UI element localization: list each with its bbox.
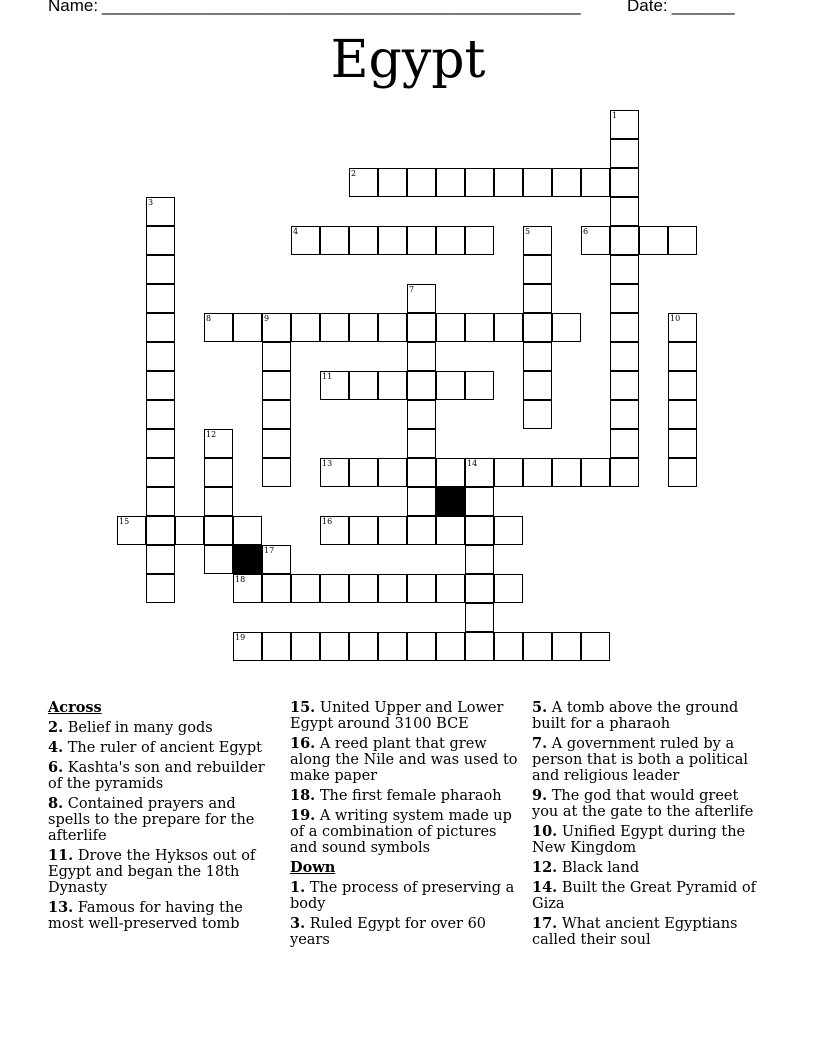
clue-number: 13 bbox=[322, 459, 333, 468]
clue-number-label: 3. bbox=[290, 915, 306, 932]
grid-cell[interactable] bbox=[146, 342, 175, 371]
grid-cell[interactable] bbox=[146, 284, 175, 313]
across-heading: Across bbox=[48, 699, 102, 716]
name-label: Name: bbox=[48, 0, 99, 15]
clue-text: The ruler of ancient Egypt bbox=[63, 740, 262, 756]
clue-number-label: 5. bbox=[532, 699, 548, 716]
grid-cell[interactable] bbox=[494, 168, 523, 197]
grid-cell[interactable] bbox=[146, 313, 175, 342]
grid-cell[interactable] bbox=[407, 429, 436, 458]
grid-cell[interactable] bbox=[581, 168, 610, 197]
grid-cell[interactable] bbox=[436, 371, 465, 400]
grid-cell[interactable] bbox=[610, 197, 639, 226]
clue-number: 11 bbox=[322, 372, 333, 381]
grid-cell[interactable] bbox=[146, 255, 175, 284]
grid-cell[interactable] bbox=[465, 545, 494, 574]
clue-number: 2 bbox=[351, 169, 357, 178]
clue-text: What ancient Egyptians called their soul bbox=[532, 916, 738, 948]
clue-text: Drove the Hyksos out of Egypt and began the 18th Dynasty bbox=[48, 848, 256, 896]
grid-cell[interactable] bbox=[436, 226, 465, 255]
grid-cell[interactable] bbox=[465, 226, 494, 255]
clue-text: A reed plant that grew along the Nile and was used to make paper bbox=[290, 736, 518, 784]
grid-cell[interactable] bbox=[146, 400, 175, 429]
grid-cell[interactable] bbox=[349, 458, 378, 487]
grid-cell[interactable] bbox=[233, 313, 262, 342]
grid-cell[interactable] bbox=[146, 574, 175, 603]
grid-cell[interactable] bbox=[523, 255, 552, 284]
grid-cell[interactable] bbox=[320, 632, 349, 661]
clues-column-1 bbox=[48, 700, 273, 936]
date-field[interactable]: _______ bbox=[672, 0, 734, 15]
clue-text: A government ruled by a person that is both a political and religious leader bbox=[532, 736, 749, 784]
grid-cell[interactable] bbox=[494, 313, 523, 342]
clue-number-label: 7. bbox=[532, 735, 548, 752]
grid-cell[interactable] bbox=[465, 516, 494, 545]
clue-number: 18 bbox=[235, 575, 246, 584]
grid-cell[interactable] bbox=[291, 632, 320, 661]
down-clue bbox=[290, 880, 525, 912]
grid-cell[interactable] bbox=[407, 342, 436, 371]
grid-cell[interactable] bbox=[552, 168, 581, 197]
clue-text: The process of preserving a body bbox=[290, 880, 515, 912]
grid-cell[interactable] bbox=[610, 284, 639, 313]
grid-cell[interactable] bbox=[146, 226, 175, 255]
clue-text: Belief in many gods bbox=[63, 720, 213, 736]
grid-cell[interactable] bbox=[465, 487, 494, 516]
grid-cell[interactable] bbox=[407, 458, 436, 487]
clue-text: A writing system made up of a combination of pictures and sound symbols bbox=[290, 808, 512, 856]
grid-cell[interactable] bbox=[581, 458, 610, 487]
grid-cell[interactable] bbox=[262, 574, 291, 603]
grid-cell[interactable] bbox=[349, 371, 378, 400]
clue-number-label: 17. bbox=[532, 915, 558, 932]
across-clue bbox=[290, 700, 525, 732]
grid-cell[interactable] bbox=[349, 313, 378, 342]
grid-cell[interactable] bbox=[668, 429, 697, 458]
grid-cell[interactable] bbox=[668, 342, 697, 371]
grid-cell[interactable] bbox=[668, 226, 697, 255]
grid-cell[interactable] bbox=[465, 574, 494, 603]
grid-cell[interactable] bbox=[610, 400, 639, 429]
date-label: Date: bbox=[627, 0, 668, 15]
grid-cell[interactable] bbox=[610, 342, 639, 371]
grid-cell[interactable] bbox=[320, 226, 349, 255]
grid-cell[interactable] bbox=[523, 458, 552, 487]
grid-cell[interactable] bbox=[262, 371, 291, 400]
grid-cell[interactable] bbox=[610, 168, 639, 197]
grid-cell[interactable] bbox=[349, 226, 378, 255]
clues-column-3 bbox=[532, 700, 762, 952]
across-clue bbox=[290, 808, 525, 856]
grid-cell[interactable] bbox=[494, 632, 523, 661]
grid-cell[interactable] bbox=[349, 516, 378, 545]
clue-number: 3 bbox=[148, 198, 154, 207]
grid-cell[interactable] bbox=[407, 371, 436, 400]
down-clue bbox=[532, 736, 762, 784]
grid-cell[interactable] bbox=[378, 226, 407, 255]
grid-cell[interactable] bbox=[407, 226, 436, 255]
grid-cell[interactable] bbox=[523, 168, 552, 197]
clue-number-label: 15. bbox=[290, 699, 316, 716]
grid-cell[interactable] bbox=[204, 516, 233, 545]
down-clue bbox=[290, 916, 525, 948]
clue-number-label: 10. bbox=[532, 823, 558, 840]
grid-cell[interactable] bbox=[407, 632, 436, 661]
grid-cell[interactable] bbox=[610, 313, 639, 342]
grid-cell[interactable] bbox=[378, 516, 407, 545]
grid-cell[interactable] bbox=[523, 342, 552, 371]
black-cell bbox=[233, 545, 262, 574]
clue-number: 15 bbox=[119, 517, 130, 526]
grid-cell[interactable] bbox=[320, 313, 349, 342]
grid-cell[interactable] bbox=[436, 313, 465, 342]
across-clue bbox=[290, 736, 525, 784]
grid-cell[interactable] bbox=[668, 371, 697, 400]
clue-text: Kashta's son and rebuilder of the pyramids bbox=[48, 760, 265, 792]
grid-cell[interactable] bbox=[175, 516, 204, 545]
grid-cell[interactable] bbox=[378, 168, 407, 197]
grid-cell[interactable] bbox=[552, 313, 581, 342]
grid-cell[interactable] bbox=[581, 632, 610, 661]
grid-cell[interactable] bbox=[494, 458, 523, 487]
grid-cell[interactable] bbox=[436, 168, 465, 197]
clue-number-label: 8. bbox=[48, 795, 64, 812]
down-heading: Down bbox=[290, 859, 336, 876]
grid-cell[interactable] bbox=[146, 458, 175, 487]
grid-cell[interactable] bbox=[523, 632, 552, 661]
grid-cell[interactable] bbox=[668, 400, 697, 429]
grid-cell[interactable] bbox=[262, 342, 291, 371]
down-clue bbox=[532, 700, 762, 732]
clue-number-label: 12. bbox=[532, 859, 558, 876]
grid-cell[interactable] bbox=[523, 400, 552, 429]
grid-cell[interactable] bbox=[407, 516, 436, 545]
grid-cell[interactable] bbox=[523, 313, 552, 342]
grid-cell[interactable] bbox=[291, 313, 320, 342]
clue-number-label: 11. bbox=[48, 847, 74, 864]
across-clue bbox=[48, 740, 273, 756]
clue-number-label: 14. bbox=[532, 879, 558, 896]
grid-cell[interactable] bbox=[349, 632, 378, 661]
grid-cell[interactable] bbox=[523, 284, 552, 313]
grid-cell[interactable] bbox=[465, 313, 494, 342]
clue-number: 1 bbox=[612, 111, 618, 120]
clue-text: Ruled Egypt for over 60 years bbox=[290, 916, 487, 948]
grid-cell[interactable] bbox=[610, 371, 639, 400]
clue-text: Unified Egypt during the New Kingdom bbox=[532, 824, 746, 856]
grid-cell[interactable] bbox=[407, 168, 436, 197]
grid-cell[interactable] bbox=[320, 574, 349, 603]
clue-number: 7 bbox=[409, 285, 415, 294]
across-clue bbox=[48, 760, 273, 792]
clue-text: United Upper and Lower Egypt around 3100 BCE bbox=[290, 700, 504, 732]
grid-cell[interactable] bbox=[378, 371, 407, 400]
clue-number-label: 6. bbox=[48, 759, 64, 776]
across-clue bbox=[48, 900, 273, 932]
grid-cell[interactable] bbox=[610, 139, 639, 168]
grid-cell[interactable] bbox=[610, 429, 639, 458]
clue-number: 14 bbox=[467, 459, 478, 468]
grid-cell[interactable] bbox=[436, 632, 465, 661]
grid-cell[interactable] bbox=[407, 574, 436, 603]
grid-cell[interactable] bbox=[436, 574, 465, 603]
clue-number: 12 bbox=[206, 430, 217, 439]
down-clue bbox=[532, 824, 762, 856]
grid-cell[interactable] bbox=[407, 313, 436, 342]
grid-cell[interactable] bbox=[146, 487, 175, 516]
grid-cell[interactable] bbox=[465, 168, 494, 197]
clue-text: A tomb above the ground built for a pharaoh bbox=[532, 700, 739, 732]
grid-cell[interactable] bbox=[146, 429, 175, 458]
clue-number: 16 bbox=[322, 517, 333, 526]
across-clue bbox=[48, 848, 273, 896]
clue-number: 17 bbox=[264, 546, 275, 555]
grid-cell[interactable] bbox=[233, 516, 262, 545]
grid-cell[interactable] bbox=[378, 313, 407, 342]
clue-text: The first female pharaoh bbox=[315, 788, 502, 804]
grid-cell[interactable] bbox=[204, 487, 233, 516]
grid-cell[interactable] bbox=[610, 226, 639, 255]
down-clue bbox=[532, 880, 762, 912]
grid-cell[interactable] bbox=[407, 400, 436, 429]
clues-column-2 bbox=[290, 700, 525, 952]
name-field[interactable]: ______________________________________________________ bbox=[102, 0, 581, 15]
grid-cell[interactable] bbox=[436, 458, 465, 487]
clue-number: 6 bbox=[583, 227, 589, 236]
clue-text: Famous for having the most well-preserved tomb bbox=[48, 900, 243, 932]
clue-number: 4 bbox=[293, 227, 299, 236]
grid-cell[interactable] bbox=[523, 371, 552, 400]
clue-number: 19 bbox=[235, 633, 246, 642]
across-clue bbox=[290, 788, 525, 804]
down-clue bbox=[532, 916, 762, 948]
grid-cell[interactable] bbox=[262, 632, 291, 661]
clue-number-label: 2. bbox=[48, 719, 64, 736]
clue-number: 9 bbox=[264, 314, 270, 323]
clue-number: 8 bbox=[206, 314, 212, 323]
grid-cell[interactable] bbox=[378, 632, 407, 661]
grid-cell[interactable] bbox=[204, 545, 233, 574]
clue-text: The god that would greet you at the gate to the afterlife bbox=[532, 788, 754, 820]
grid-cell[interactable] bbox=[407, 487, 436, 516]
down-clue bbox=[532, 860, 762, 876]
grid-cell[interactable] bbox=[610, 458, 639, 487]
grid-cell[interactable] bbox=[146, 371, 175, 400]
clue-number-label: 4. bbox=[48, 739, 64, 756]
down-clue bbox=[532, 788, 762, 820]
grid-cell[interactable] bbox=[291, 574, 320, 603]
clue-number-label: 1. bbox=[290, 879, 306, 896]
grid-cell[interactable] bbox=[494, 516, 523, 545]
grid-cell[interactable] bbox=[552, 458, 581, 487]
grid-cell[interactable] bbox=[668, 458, 697, 487]
page-title: Egypt bbox=[330, 30, 486, 90]
grid-cell[interactable] bbox=[465, 371, 494, 400]
grid-cell[interactable] bbox=[494, 574, 523, 603]
grid-cell[interactable] bbox=[610, 255, 639, 284]
grid-cell[interactable] bbox=[146, 516, 175, 545]
clue-number-label: 13. bbox=[48, 899, 74, 916]
clue-text: Black land bbox=[557, 860, 640, 876]
grid-cell[interactable] bbox=[378, 458, 407, 487]
grid-cell[interactable] bbox=[378, 574, 407, 603]
grid-cell[interactable] bbox=[204, 458, 233, 487]
grid-cell[interactable] bbox=[552, 632, 581, 661]
clue-number: 5 bbox=[525, 227, 531, 236]
black-cell bbox=[436, 487, 465, 516]
across-clue bbox=[48, 720, 273, 736]
grid-cell[interactable] bbox=[146, 545, 175, 574]
grid-cell[interactable] bbox=[262, 458, 291, 487]
grid-cell[interactable] bbox=[639, 226, 668, 255]
grid-cell[interactable] bbox=[465, 603, 494, 632]
clue-number-label: 18. bbox=[290, 787, 316, 804]
grid-cell[interactable] bbox=[436, 516, 465, 545]
clue-text: Contained prayers and spells to the prepare for the afterlife bbox=[48, 796, 255, 844]
clue-number-label: 19. bbox=[290, 807, 316, 824]
grid-cell[interactable] bbox=[465, 632, 494, 661]
across-clue bbox=[48, 796, 273, 844]
grid-cell[interactable] bbox=[349, 574, 378, 603]
clue-number: 10 bbox=[670, 314, 681, 323]
grid-cell[interactable] bbox=[262, 429, 291, 458]
clue-number-label: 9. bbox=[532, 787, 548, 804]
clue-text: Built the Great Pyramid of Giza bbox=[532, 880, 756, 912]
grid-cell[interactable] bbox=[262, 400, 291, 429]
clue-number-label: 16. bbox=[290, 735, 316, 752]
